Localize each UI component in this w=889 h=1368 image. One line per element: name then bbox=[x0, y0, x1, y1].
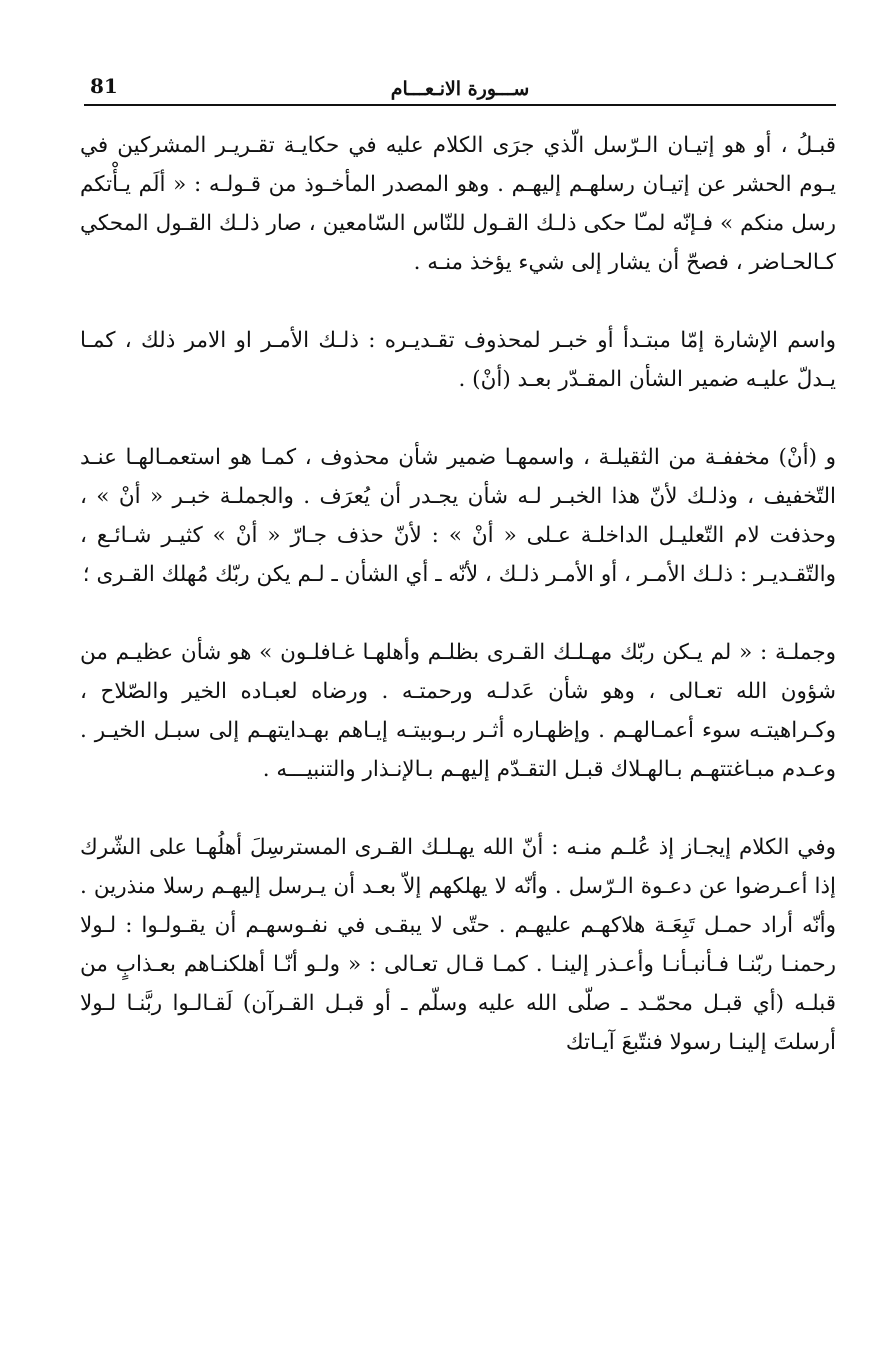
running-title: ســـورة الانـعـــام bbox=[390, 78, 530, 100]
paragraph-3: و (أنْ) مخففـة من الثقيلـة ، واسمهـا ضمير شأن محذوف ، كمـا هو استعمـالهـا عنـد التّخفيف ، وذلـك لأنّ هذا الخبـر لـه شأن يجـدر أن يُعرَف . والجملـة خبـر « أنْ » ، وحذفت لام التّعليـل الداخلـة عـلى « أنْ » : لأنّ حذف جـارّ « أنْ » كثيـر شـائـع ، والتّقـديـر : ذلـك الأمـر ، أو الأمـر ذلـك ، لأنّه ـ أي الشأن ـ لـم يكن ربّك مُهلك القـرى ؛ bbox=[80, 445, 836, 587]
body-text bbox=[80, 126, 836, 1062]
page-header bbox=[84, 72, 836, 106]
paragraph-4: وجملـة : « لم يـكن ربّك مهـلـك القـرى بظلـم وأهلهـا غـافلـون » هو شأن عظيـم من شؤون الله تعـالى ، وهو شأن عَدلـه ورحمتـه . ورضاه لعبـاده الخير والصّلاح ، وكـراهيتـه سوء أعمـالهـم . وإظهـاره أثـر ربـوبيتـه إيـاهم بهـدايتهـم إلى سبـل الخيـر . وعـدم مبـاغتتهـم بـالهـلاك قبـل التقـدّم إليهـم بـالإنـذار والتنبيـــه . bbox=[80, 640, 836, 782]
paragraph-2: واسم الإشارة إمّا مبتـدأ أو خبـر لمحذوف تقـديـره : ذلـك الأمـر او الامر ذلك ، كمـا يـدلّ عليـه ضمير الشأن المقـدّر بعـد (أنْ) . bbox=[80, 328, 836, 392]
paragraph-1: قبـلُ ، أو هو إتيـان الـرّسل الّذي جرَى الكلام عليه في حكايـة تقـريـر المشركين في يـوم الحشر عن إتيـان رسلهـم إليهـم . وهو المصدر المأخـوذ من قـولـه : « ألَم يـأْتكم رسل منكم » فـإنّه لمـّا حكى ذلـك القـول للنّاس السّامعين ، صار ذلـك القـول المحكي كـالحـاضر ، فصحّ أن يشار إلى شيء يؤخذ منـه . bbox=[80, 133, 836, 275]
paragraph-5: وفي الكلام إيجـاز إذ عُلـم منـه : أنّ الله يهـلـك القـرى المسترسِلَ أهلُهـا على الشّرك إذا أعـرضوا عن دعـوة الـرّسل . وأنّه لا يهلكهم إلاّ بعـد أن يـرسل إليهـم رسلا منذرين . وأنّه أراد حمـل تَبِعَـة هلاكهـم عليهـم . حتّى لا يبقـى في نفـوسهـم أن يقـولـوا : لـولا رحمنـا ربّنـا فـأنبـأنـا وأعـذر إلينـا . كمـا قـال تعـالى : « ولـو أنّـا أهلكنـاهم بعـذابٍ من قبلـه (أي قبـل محمّـد ـ صلّى الله عليه وسلّم ـ أو قبـل القـرآن) لَقـالـوا ربَّنـا لـولا أرسلتَ إلينـا رسولا فنتّبعَ آيـاتك bbox=[80, 835, 836, 1055]
page-number: 81 bbox=[90, 74, 118, 98]
